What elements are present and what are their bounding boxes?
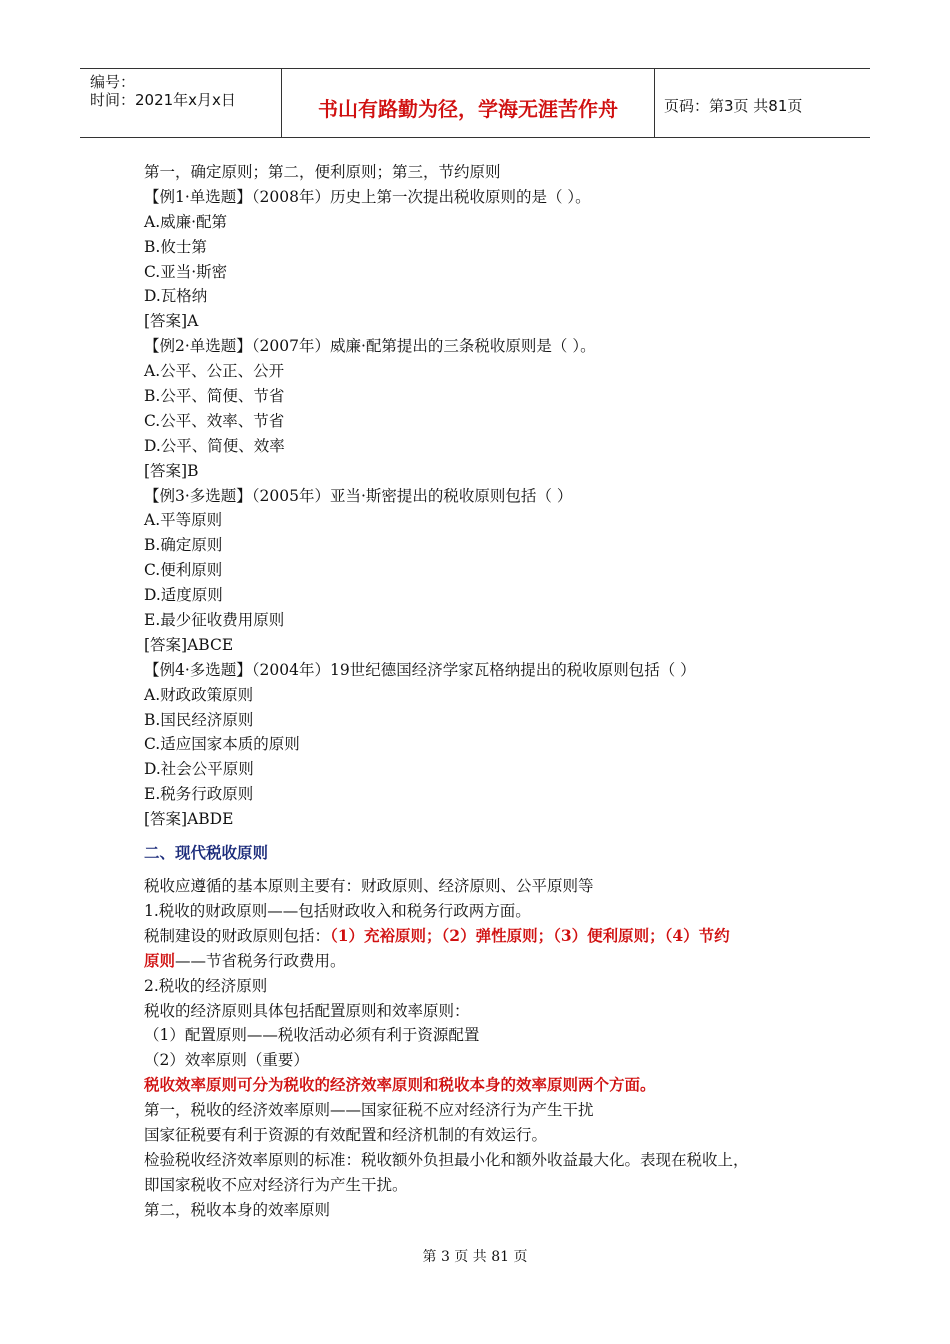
section-title: 二、现代税收原则 [144,844,269,863]
paragraph: （2）效率原则（重要） [144,1051,309,1070]
text-line: D.社会公平原则 [144,760,254,779]
text-line: A.公平、公正、公开 [144,362,285,381]
paragraph: 第一，税收的经济效率原则——国家征税不应对经济行为产生干扰 [144,1101,594,1120]
header-page-cell [654,69,870,137]
text-line: B.确定原则 [144,536,223,555]
paragraph: （1）配置原则——税收活动必须有利于资源配置 [144,1026,480,1045]
paragraph [144,924,824,949]
text-line: 【例3·多选题】（2005年）亚当·斯密提出的税收原则包括（ ） [144,486,573,505]
text-line: A.财政政策原则 [144,685,254,704]
paragraph-text: 税制建设的财政原则包括： [144,926,331,945]
text-line: C.亚当·斯密 [144,262,228,281]
paragraph [144,949,824,974]
paragraph: 即国家税收不应对经济行为产生干扰。 [144,1175,408,1194]
text-line: E.最少征收费用原则 [144,611,285,630]
text-line: 【例1·单选题】（2008年）历史上第一次提出税收原则的是（ ）。 [144,187,591,206]
page-header [80,68,870,138]
emphasis-paragraph: 税收效率原则可分为税收的经济效率原则和税收本身的效率原则两个方面。 [144,1075,656,1095]
paragraph-text: ——节省税务行政费用。 [175,951,346,970]
text-line: B.国民经济原则 [144,710,254,729]
text-line: C.便利原则 [144,561,223,580]
paragraph: 检验税收经济效率原则的标准：税收额外负担最小化和额外收益最大化。表现在税收上， [144,1150,749,1169]
page-label: 页码：第3页 共81页 [664,97,803,115]
exam-examples [144,160,824,832]
text-line: B.攸士第 [144,237,207,256]
paragraph: 第二，税收本身的效率原则 [144,1200,331,1219]
number-label: 编号： [90,73,136,91]
text-line: C.适应国家本质的原则 [144,735,300,754]
emphasis-text: 原则 [144,950,176,970]
paragraph: 税收的经济原则具体包括配置原则和效率原则： [144,1001,470,1020]
time-label: 时间：2021年x月x日 [90,91,236,109]
text-line: B.公平、简便、节省 [144,387,285,406]
text-line: A.威廉·配第 [144,212,228,231]
text-line: D.瓦格纳 [144,287,208,306]
text-line: D.适度原则 [144,586,223,605]
text-line: E.税务行政原则 [144,785,254,804]
document-body [144,160,824,1223]
paragraph: 国家征税要有利于资源的有效配置和经济机制的有效运行。 [144,1125,548,1144]
motto-text: 书山有路勤为径，学海无涯苦作舟 [318,97,618,121]
text-line: [答案]ABCE [144,635,234,654]
paragraph: 1.税收的财政原则——包括财政收入和税务行政两方面。 [144,901,531,920]
text-line: D.公平、简便、效率 [144,436,285,455]
text-line: C.公平、效率、节省 [144,411,285,430]
text-line: [答案]A [144,312,199,331]
paragraph: 税收应遵循的基本原则主要有：财政原则、经济原则、公平原则等 [144,877,594,896]
emphasis-text: （1）充裕原则；（2）弹性原则；（3）便利原则；（4）节约 [330,925,730,945]
text-line: 【例2·单选题】（2007年）威廉·配第提出的三条税收原则是（ ）。 [144,337,596,356]
paragraph: 2.税收的经济原则 [144,976,268,995]
header-motto-cell [281,69,655,137]
page-footer: 第 3 页 共 81 页 [422,1249,528,1265]
text-line: [答案]B [144,461,199,480]
text-line: A.平等原则 [144,511,223,530]
text-line: [答案]ABDE [144,810,234,829]
text-line: 第一，确定原则；第二，便利原则；第三，节约原则 [144,163,501,181]
text-line: 【例4·多选题】（2004年）19世纪德国经济学家瓦格纳提出的税收原则包括（ ） [144,660,696,679]
header-meta [80,69,280,137]
